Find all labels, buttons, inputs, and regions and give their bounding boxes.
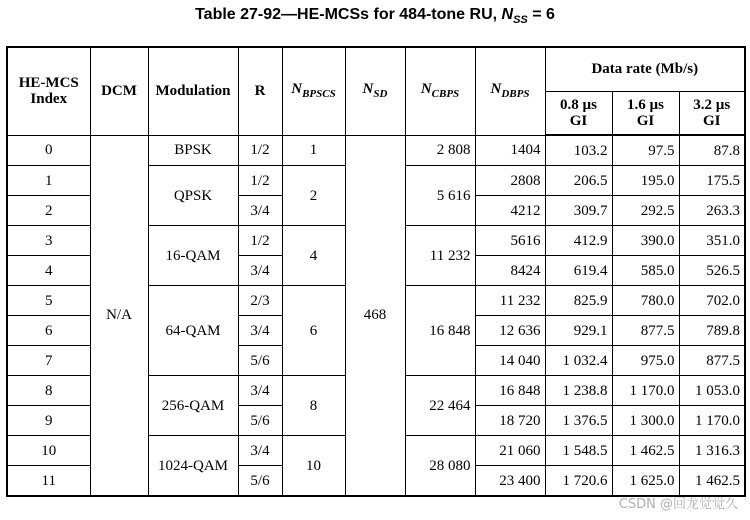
cell-gi08: 309.7: [545, 196, 612, 226]
watermark: CSDN @回龙觉觉久: [618, 497, 738, 512]
cell-ndbps: 16 848: [475, 376, 545, 406]
cell-ndbps: 4212: [475, 196, 545, 226]
cell-ndbps: 23 400: [475, 466, 545, 497]
cell-gi16: 1 300.0: [612, 406, 679, 436]
cell-nbpscs: 6: [282, 286, 345, 376]
cell-gi32: 1 170.0: [679, 406, 745, 436]
cell-dcm: N/A: [90, 135, 148, 496]
cell-gi08: 1 548.5: [545, 436, 612, 466]
table-row: [7, 135, 745, 166]
table-title: [0, 6, 750, 26]
cell-r: 1/2: [238, 166, 282, 196]
cell-gi08: 1 720.6: [545, 466, 612, 497]
header-nbpscs: $N_{BPSCS}$: [282, 47, 345, 135]
cell-gi32: 526.5: [679, 256, 745, 286]
cell-ncbps: 16 848: [405, 286, 475, 376]
cell-gi16: 1 170.0: [612, 376, 679, 406]
cell-mcs: 9: [7, 406, 90, 436]
cell-mcs: 3: [7, 226, 90, 256]
cell-gi32: 877.5: [679, 346, 745, 376]
cell-ndbps: 11 232: [475, 286, 545, 316]
cell-r: 1/2: [238, 226, 282, 256]
cell-r: 2/3: [238, 286, 282, 316]
cell-gi08: 412.9: [545, 226, 612, 256]
cell-nbpscs: 1: [282, 135, 345, 166]
cell-gi16: 292.5: [612, 196, 679, 226]
header-mcs-index: HE-MCS Index: [7, 47, 90, 135]
cell-mcs: 6: [7, 316, 90, 346]
cell-nsd: 468: [345, 135, 405, 496]
cell-mcs: 8: [7, 376, 90, 406]
header-r: R: [238, 47, 282, 135]
cell-mcs: 2: [7, 196, 90, 226]
cell-ncbps: 28 080: [405, 436, 475, 497]
cell-modulation: 256-QAM: [148, 376, 238, 436]
cell-r: 3/4: [238, 436, 282, 466]
cell-nbpscs: 2: [282, 166, 345, 226]
cell-gi16: 780.0: [612, 286, 679, 316]
header-gi-08: 0.8 µs GI: [545, 91, 612, 135]
cell-gi32: 789.8: [679, 316, 745, 346]
table-title-text: Table 27-92—HE-MCSs for 484-tone RU,: [195, 6, 502, 23]
table-title-n: N: [501, 6, 514, 23]
cell-gi16: 390.0: [612, 226, 679, 256]
cell-ncbps: 11 232: [405, 226, 475, 286]
header-modulation: Modulation: [148, 47, 238, 135]
cell-mcs: 11: [7, 466, 90, 497]
mcs-table: [6, 46, 746, 497]
cell-ndbps: 12 636: [475, 316, 545, 346]
cell-ndbps: 1404: [475, 135, 545, 166]
cell-gi32: 702.0: [679, 286, 745, 316]
cell-gi16: 585.0: [612, 256, 679, 286]
cell-gi08: 825.9: [545, 286, 612, 316]
cell-modulation: QPSK: [148, 166, 238, 226]
cell-gi16: 877.5: [612, 316, 679, 346]
cell-r: 3/4: [238, 196, 282, 226]
cell-ncbps: 2 808: [405, 135, 475, 166]
cell-gi32: 263.3: [679, 196, 745, 226]
cell-r: 3/4: [238, 256, 282, 286]
cell-ndbps: 2808: [475, 166, 545, 196]
header-ncbps: $N_{CBPS}$: [405, 47, 475, 135]
cell-modulation: BPSK: [148, 135, 238, 166]
cell-gi16: 195.0: [612, 166, 679, 196]
header-dcm: DCM: [90, 47, 148, 135]
cell-ndbps: 5616: [475, 226, 545, 256]
cell-mcs: 7: [7, 346, 90, 376]
cell-mcs: 10: [7, 436, 90, 466]
header-data-rate: Data rate (Mb/s): [545, 47, 745, 91]
cell-mcs: 0: [7, 135, 90, 166]
cell-r: 3/4: [238, 316, 282, 346]
cell-mcs: 4: [7, 256, 90, 286]
cell-ndbps: 8424: [475, 256, 545, 286]
cell-gi32: 1 053.0: [679, 376, 745, 406]
cell-r: 3/4: [238, 376, 282, 406]
cell-ndbps: 14 040: [475, 346, 545, 376]
table-title-sub: SS: [513, 14, 528, 27]
cell-gi08: 929.1: [545, 316, 612, 346]
cell-gi08: 1 238.8: [545, 376, 612, 406]
cell-modulation: 16-QAM: [148, 226, 238, 286]
cell-gi08: 1 032.4: [545, 346, 612, 376]
cell-gi32: 1 462.5: [679, 466, 745, 497]
cell-gi16: 1 462.5: [612, 436, 679, 466]
cell-modulation: 1024-QAM: [148, 436, 238, 497]
cell-nbpscs: 10: [282, 436, 345, 497]
cell-r: 5/6: [238, 406, 282, 436]
cell-ndbps: 21 060: [475, 436, 545, 466]
cell-r: 5/6: [238, 466, 282, 497]
header-ndbps: $N_{DBPS}$: [475, 47, 545, 135]
cell-gi16: 1 625.0: [612, 466, 679, 497]
cell-ncbps: 5 616: [405, 166, 475, 226]
cell-r: 1/2: [238, 135, 282, 166]
cell-nbpscs: 8: [282, 376, 345, 436]
cell-ncbps: 22 464: [405, 376, 475, 436]
cell-gi08: 103.2: [545, 135, 612, 166]
cell-gi32: 1 316.3: [679, 436, 745, 466]
cell-gi16: 975.0: [612, 346, 679, 376]
cell-mcs: 1: [7, 166, 90, 196]
cell-gi08: 619.4: [545, 256, 612, 286]
cell-gi16: 97.5: [612, 135, 679, 166]
cell-gi32: 175.5: [679, 166, 745, 196]
header-gi-16: 1.6 µs GI: [612, 91, 679, 135]
cell-gi32: 351.0: [679, 226, 745, 256]
cell-nbpscs: 4: [282, 226, 345, 286]
header-gi-32: 3.2 µs GI: [679, 91, 745, 135]
header-nsd: $N_{SD}$: [345, 47, 405, 135]
cell-mcs: 5: [7, 286, 90, 316]
cell-ndbps: 18 720: [475, 406, 545, 436]
table-title-suffix: = 6: [527, 6, 555, 23]
cell-gi08: 1 376.5: [545, 406, 612, 436]
cell-r: 5/6: [238, 346, 282, 376]
cell-gi08: 206.5: [545, 166, 612, 196]
cell-gi32: 87.8: [679, 135, 745, 166]
cell-modulation: 64-QAM: [148, 286, 238, 376]
